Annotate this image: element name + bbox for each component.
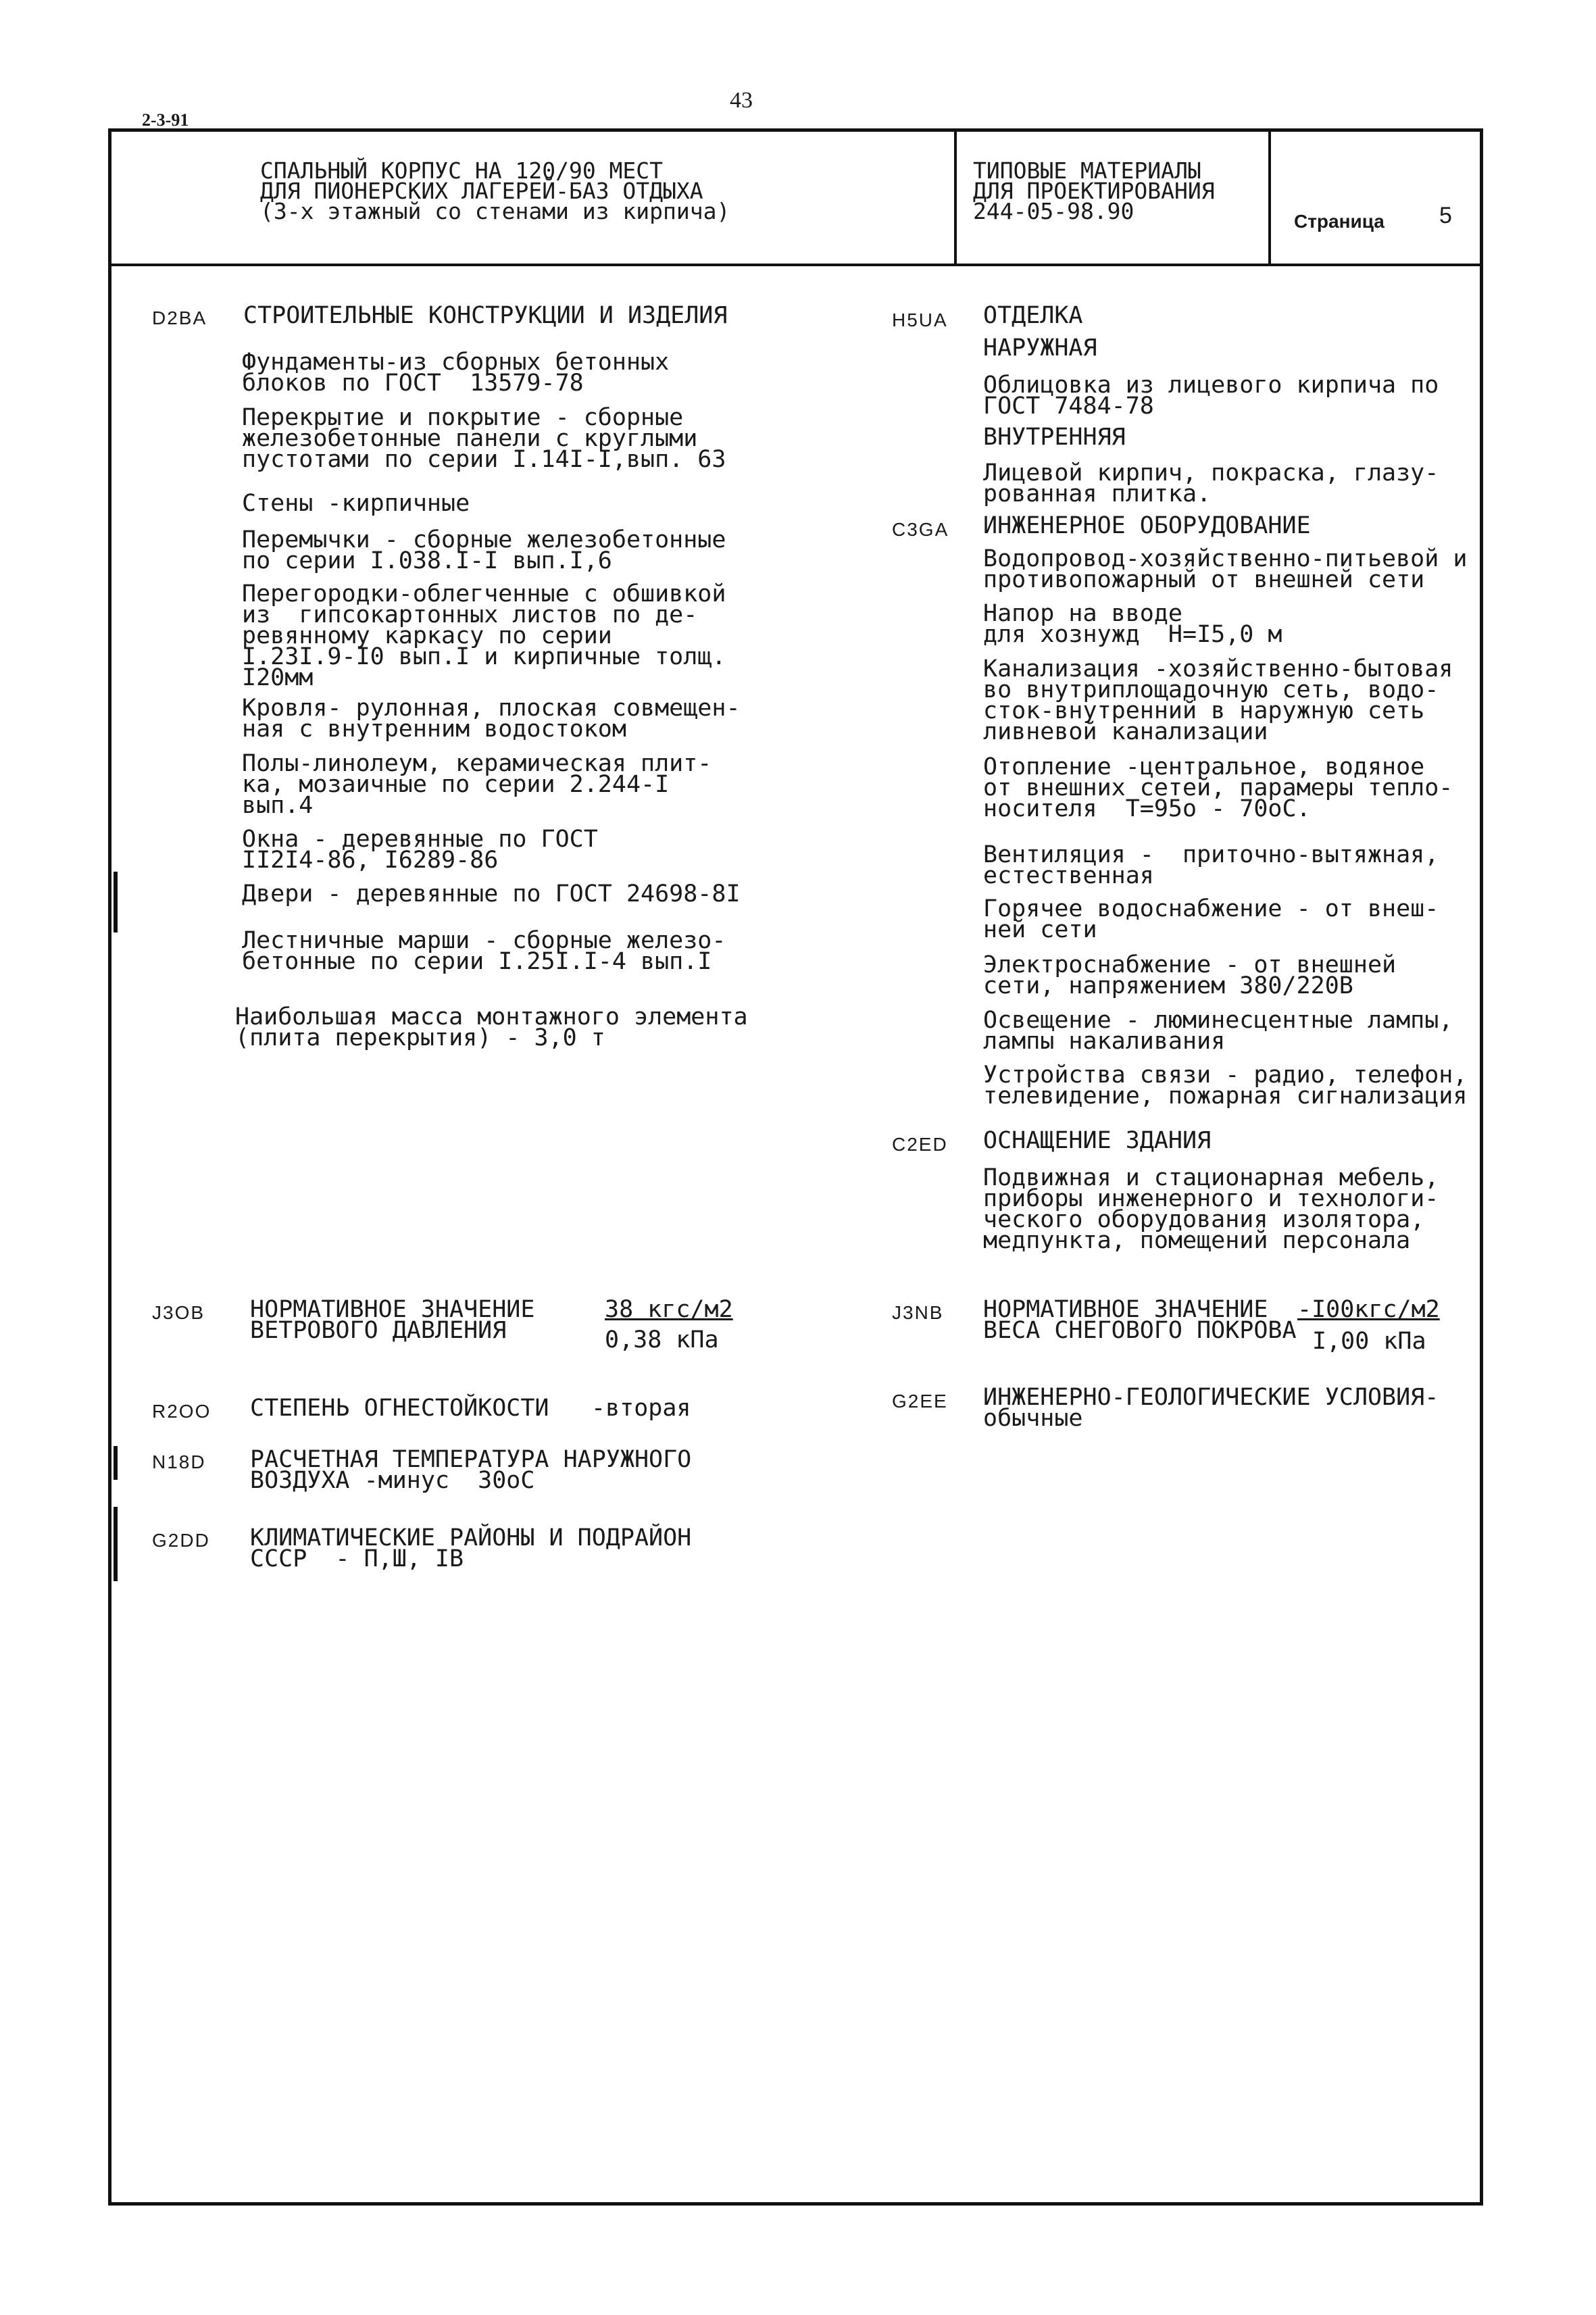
list-item: Лестничные марши - сборные железо- бетонные по серии I.25I.I-4 вып.I (242, 927, 726, 975)
subheading-outer: НАРУЖНАЯ (983, 334, 1097, 362)
header-divider-vertical (1268, 128, 1271, 265)
margin-mark (114, 1507, 118, 1581)
list-item: Перекрытие и покрытие - сборные железобетонные панели с круглыми пустотами по серии I.14I-I,вып. 63 (242, 404, 726, 473)
list-item: Освещение - люминесцентные лампы, лампы накаливания (983, 1007, 1453, 1055)
list-item: Наибольшая масса монтажного элемента (плита перекрытия) - 3,0 т (235, 1003, 748, 1051)
list-item: Кровля- рулонная, плоская совмещен- ная с внутренним водостоком (242, 695, 741, 743)
section-code: C2ED (892, 1134, 948, 1155)
list-item: Горячее водоснабжение - от внеш- ней сети (983, 895, 1439, 943)
header-divider (108, 264, 1483, 266)
geology-text: ИНЖЕНЕРНО-ГЕОЛОГИЧЕСКИЕ УСЛОВИЯ- обычные (983, 1384, 1439, 1432)
equipment-text: Подвижная и стационарная мебель, приборы инженерного и технологи- ческого оборудования изолятора, медпункта, помещений персонала (983, 1164, 1439, 1254)
section-heading: ИНЖЕНЕРНОЕ ОБОРУДОВАНИЕ (983, 512, 1311, 539)
section-code: G2EE (892, 1391, 948, 1412)
outer-finish: Облицовка из лицевого кирпича по ГОСТ 7484-78 (983, 372, 1439, 420)
list-item: Отопление -центральное, водяное от внешних сетей, парамеры тепло- носителя Т=95о - 70оС. (983, 753, 1453, 822)
section-code: H5UA (892, 309, 948, 330)
list-item: Устройства связи - радио, телефон, телевидение, пожарная сигнализация (983, 1062, 1468, 1110)
wind-value-kpa: 0,38 кПа (605, 1326, 719, 1353)
header-divider-vertical (954, 128, 957, 265)
climate-text: КЛИМАТИЧЕСКИЕ РАЙОНЫ И ПОДРАЙОН СССР - П,Ш, IВ (250, 1524, 692, 1572)
series-title: ТИПОВЫЕ МАТЕРИАЛЫ ДЛЯ ПРОЕКТИРОВАНИЯ 244-05-98.90 (973, 157, 1215, 224)
page-number: 43 (730, 88, 753, 113)
section-code: N18D (152, 1451, 206, 1472)
list-item: Электроснабжение - от внешней сети, напряжением 380/220В (983, 951, 1397, 999)
margin-mark (114, 1446, 118, 1480)
section-heading: СТРОИТЕЛЬНЫЕ КОНСТРУКЦИИ И ИЗДЕЛИЯ (243, 302, 728, 329)
section-heading: ОТДЕЛКА (983, 302, 1083, 329)
fire-label: СТЕПЕНЬ ОГНЕСТОЙКОСТИ (250, 1395, 549, 1422)
fire-value: -вторая (591, 1395, 691, 1422)
list-item: Стены -кирпичные (242, 490, 470, 517)
subheading-inner: ВНУТРЕННЯЯ (983, 424, 1126, 451)
section-code: G2DD (152, 1530, 210, 1551)
list-item: Перемычки - сборные железобетонные по серии I.038.I-I вып.I,6 (242, 526, 726, 574)
section-code: J3NB (892, 1302, 944, 1323)
list-item: Двери - деревянные по ГОСТ 24698-8I (242, 880, 741, 907)
list-item: Водопровод-хозяйственно-питьевой и противопожарный от внешней сети (983, 545, 1468, 593)
snow-label: НОРМАТИВНОЕ ЗНАЧЕНИЕ ВЕСА СНЕГОВОГО ПОКРОВА (983, 1296, 1297, 1344)
list-item: Полы-линолеум, керамическая плит- ка, мозаичные по серии 2.244-I вып.4 (242, 750, 712, 819)
list-item: Перегородки-облегченные с обшивкой из гипсокартонных листов по де- ревянному каркасу по серии I.23I.9-I0 вып.I и кирпичные толщ. I20мм (242, 580, 726, 691)
list-item: Фундаменты-из сборных бетонных блоков по ГОСТ 13579-78 (242, 349, 670, 397)
list-item: Напор на вводе для хознужд Н=I5,0 м (983, 600, 1282, 648)
section-heading: ОСНАЩЕНИЕ ЗДАНИЯ (983, 1127, 1212, 1154)
margin-mark (114, 872, 118, 932)
temperature-text: РАСЧЕТНАЯ ТЕМПЕРАТУРА НАРУЖНОГО ВОЗДУХА -минус 30оС (250, 1446, 692, 1494)
wind-label: НОРМАТИВНОЕ ЗНАЧЕНИЕ ВЕТРОВОГО ДАВЛЕНИЯ (250, 1296, 535, 1344)
list-item: Канализация -хозяйственно-бытовая во внутриплощадочную сеть, водо- сток-внутренний в наружную сеть ливневой канализации (983, 655, 1453, 745)
project-title: СПАЛЬНЫЙ КОРПУС НА 120/90 МЕСТ ДЛЯ ПИОНЕРСКИХ ЛАГЕРЕЙ-БАЗ ОТДЫХА (3-х этажный со стенами из кирпича) (260, 157, 730, 224)
wind-value: 38 кгс/м2 (605, 1296, 733, 1323)
snow-value: -I00кгс/м2 (1297, 1296, 1440, 1323)
list-item: Окна - деревянные по ГОСТ II2I4-86, I6289-86 (242, 826, 598, 874)
section-code: R2OO (152, 1401, 211, 1422)
section-code: J3OB (152, 1302, 205, 1323)
document-code: 2-3-91 (142, 110, 189, 130)
section-code: C3GA (892, 519, 949, 540)
section-code: D2BA (152, 307, 207, 328)
list-item: Вентиляция - приточно-вытяжная, естественная (983, 841, 1439, 889)
snow-value-kpa: I,00 кПа (1312, 1328, 1426, 1355)
page-label: Страница (1294, 211, 1385, 232)
inner-finish: Лицевой кирпич, покраска, глазу- рованная плитка. (983, 459, 1439, 507)
page-value: 5 (1439, 203, 1452, 228)
